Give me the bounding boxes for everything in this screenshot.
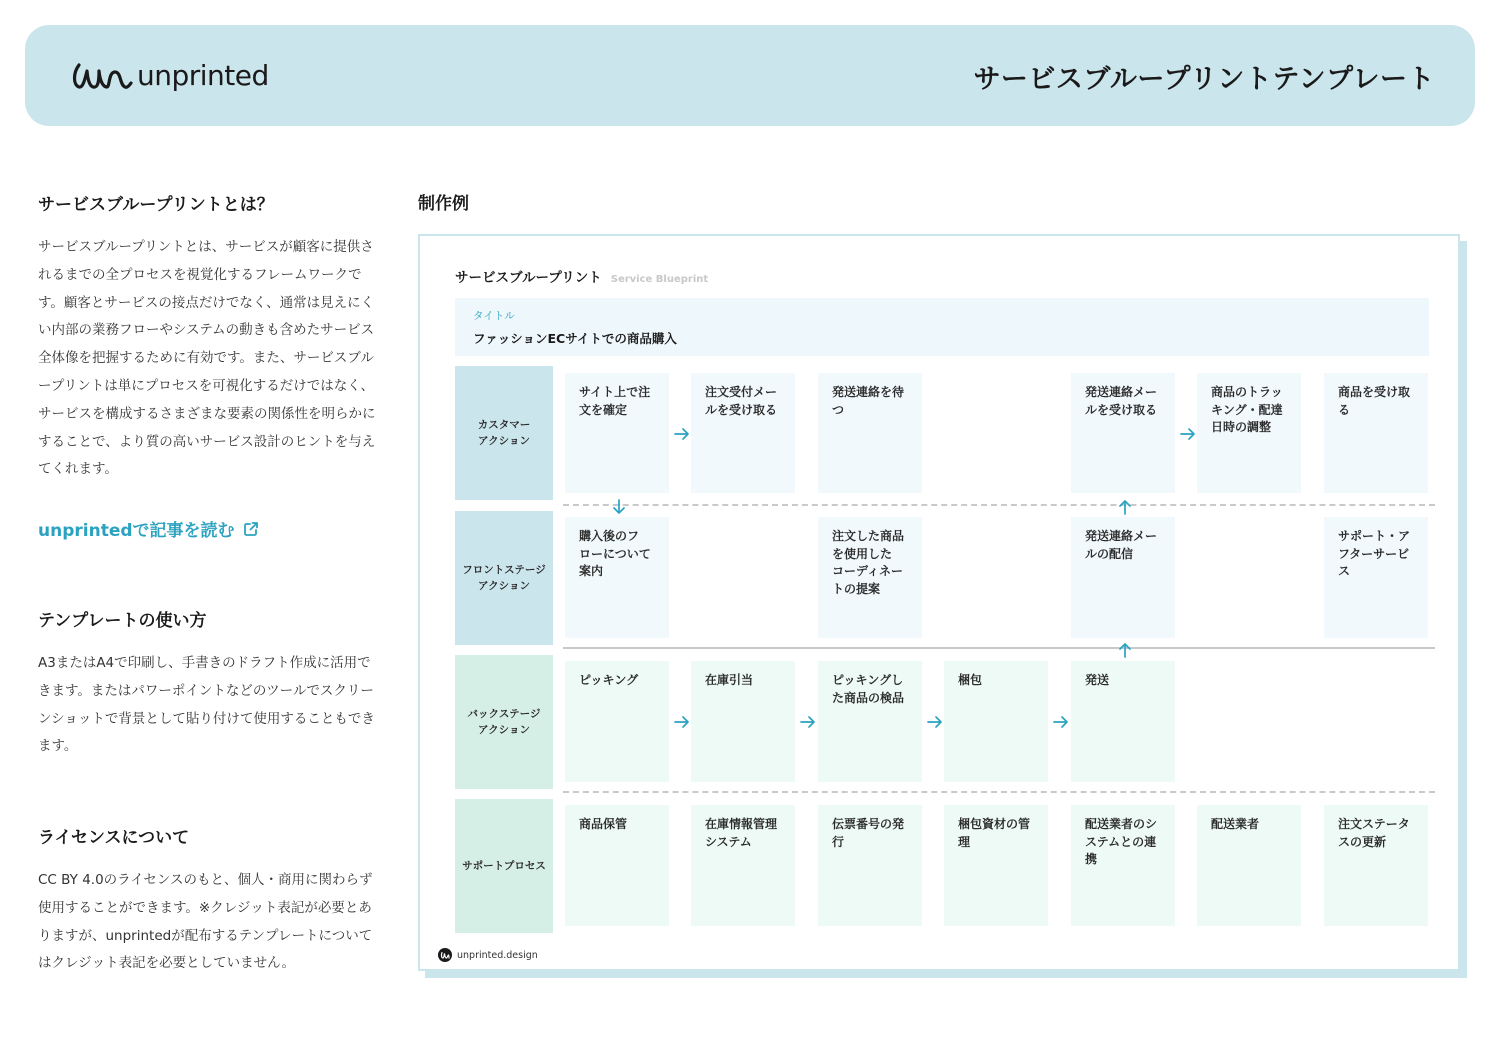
unprinted-logo-icon [69,55,133,95]
blueprint-cell: 在庫引当 [691,661,795,782]
blueprint-cell: 発送連絡メー ルの配信 [1071,517,1175,638]
blueprint-header [455,266,708,286]
blueprint-cell: 購入後のフ ローについて 案内 [565,517,669,638]
blueprint-cell: サイト上で注 文を確定 [565,373,669,493]
example-label: 制作例 [418,194,469,214]
lane-label-backstage-action: バックステージ アクション [455,655,553,789]
blueprint-subtitle: Service Blueprint [610,274,709,285]
blueprint-cell: 梱包資材の管 理 [944,805,1048,926]
blueprint-cell: 伝票番号の発 行 [818,805,922,926]
blueprint-cell: 配送業者のシ ステムとの連 携 [1071,805,1175,926]
arrow-right-icon [798,712,818,732]
blueprint-cell: ピッキングし た商品の検品 [818,661,922,782]
arrow-right-icon [672,712,692,732]
title-label: タイトル [473,310,515,322]
footer-text: unprinted.design [457,949,538,961]
blueprint-cell: 在庫情報管理 システム [691,805,795,926]
blueprint-cell: サポート・ア フターサービ ス [1324,517,1428,638]
blueprint-cell: 発送 [1071,661,1175,782]
arrow-right-icon [1051,712,1071,732]
arrow-right-icon [672,424,692,444]
arrow-up-icon [1115,640,1135,660]
license-title: ライセンスについて [38,828,190,848]
blueprint-cell: 配送業者 [1197,805,1301,926]
logo[interactable] [69,53,269,97]
arrow-down-icon [609,497,629,517]
blueprint-cell: 注文ステータ スの更新 [1324,805,1428,926]
page-title: サービスブループリントテンプレート [973,64,1435,95]
license-body: CC BY 4.0のライセンスのもと、個人・商用に関わらず使用することができます。※クレジット表記が必要とありますが、unprintedが配布するテンプレートについてはクレジット表記を必要としていません。 [38,872,373,972]
card-footer [438,948,538,962]
lane-label-frontstage-action: フロントステージ アクション [455,511,553,645]
title-value: ファッションECサイトでの商品購入 [473,331,677,346]
arrow-right-icon [925,712,945,732]
blueprint-cell: 発送連絡メー ルを受け取る [1071,373,1175,493]
howto-body: A3またはA4で印刷し、手書きのドラフト作成に活用できます。またはパワーポイントなどのツールでスクリーンショットで背景として貼り付けて使用することもできます。 [38,655,375,755]
blueprint-cell: 梱包 [944,661,1048,782]
read-article-link[interactable] [38,516,259,541]
lane-label-customer-action: カスタマー アクション [455,366,553,500]
blueprint-title: サービスブループリント [455,270,602,286]
external-link-icon [243,521,259,537]
line-of-interaction [563,504,1435,506]
lane-label-support-process: サポートプロセス [455,799,553,933]
blueprint-card [418,234,1460,971]
blueprint-cell: 商品のトラッ キング・配達 日時の調整 [1197,373,1301,493]
what-title: サービスブループリントとは？ [38,195,274,215]
arrow-right-icon [1178,424,1198,444]
header-banner [25,25,1475,126]
logo-text: unprinted [137,58,269,92]
howto-title: テンプレートの使い方 [38,611,207,631]
line-of-internal-interaction [563,791,1435,793]
unprinted-logo-icon [438,948,452,962]
blueprint-cell: 発送連絡を待 つ [818,373,922,493]
blueprint-cell: 商品保管 [565,805,669,926]
arrow-up-icon [1115,497,1135,517]
what-body: サービスブループリントとは、サービスが顧客に提供されるまでの全プロセスを視覚化するフレームワークです。顧客とサービスの接点だけでなく、通常は見えにくい内部の業務フローやシステムの動きも含めたサービス全体像を把握するために有効です。また、サービスブループリントは単にプロセスを可視化するだけではなく、サービスを構成するさまざまな要素の関係性を明らかにすることで、より質の高いサービス設計のヒントを与えてくれます。 [38,239,376,478]
title-box [455,298,1429,356]
line-of-visibility [563,647,1435,649]
read-article-label: unprintedで記事を読む [38,521,235,541]
blueprint-cell: 注文した商品 を使用した コーディネー トの提案 [818,517,922,638]
blueprint-cell: ピッキング [565,661,669,782]
blueprint-cell: 注文受付メー ルを受け取る [691,373,795,493]
blueprint-cell: 商品を受け取 る [1324,373,1428,493]
